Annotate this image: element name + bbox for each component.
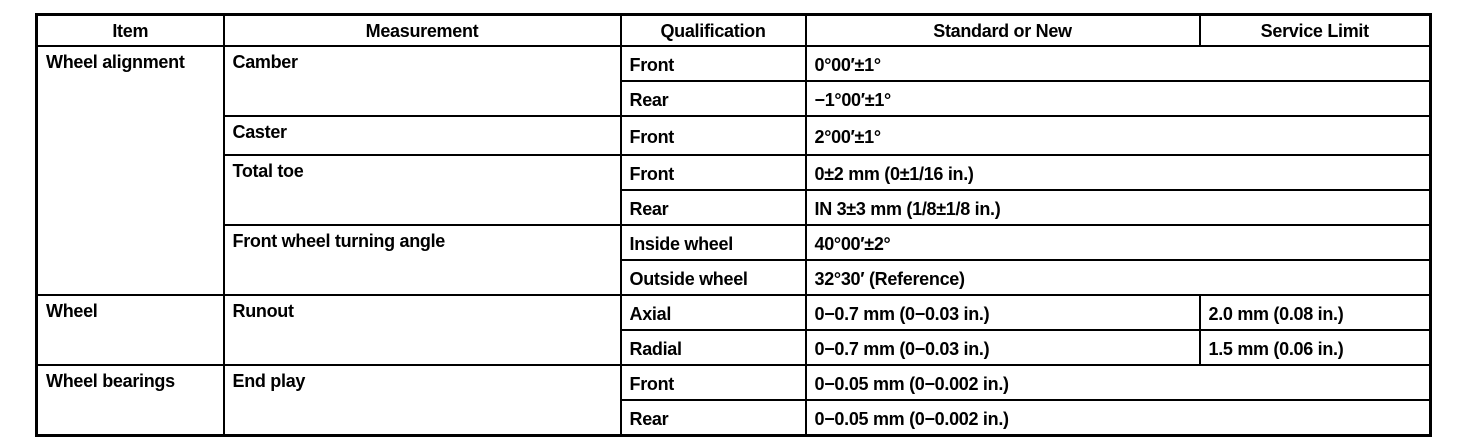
measurement-end-play: End play bbox=[224, 365, 621, 436]
specification-table bbox=[35, 13, 1432, 437]
item-wheel-alignment: Wheel alignment bbox=[37, 46, 224, 295]
qualification-cell: Outside wheel bbox=[621, 260, 806, 295]
table-row bbox=[37, 46, 1431, 81]
table-row bbox=[37, 155, 1431, 190]
standard-value-cell: 2°00′±1° bbox=[806, 116, 1431, 155]
standard-value-cell: 0−0.7 mm (0−0.03 in.) bbox=[806, 330, 1200, 365]
qualification-cell: Front bbox=[621, 46, 806, 81]
qualification-cell: Rear bbox=[621, 400, 806, 436]
qualification-cell: Axial bbox=[621, 295, 806, 330]
qualification-cell: Rear bbox=[621, 190, 806, 225]
header-row bbox=[37, 15, 1431, 47]
measurement-caster: Caster bbox=[224, 116, 621, 155]
standard-value-cell: 0−0.05 mm (0−0.002 in.) bbox=[806, 365, 1431, 400]
measurement-front-wheel-turning-angle: Front wheel turning angle bbox=[224, 225, 621, 295]
service-limit-cell: 2.0 mm (0.08 in.) bbox=[1200, 295, 1431, 330]
measurement-total-toe: Total toe bbox=[224, 155, 621, 225]
table-row bbox=[37, 295, 1431, 330]
item-wheel-bearings: Wheel bearings bbox=[37, 365, 224, 436]
standard-value-cell: −1°00′±1° bbox=[806, 81, 1431, 116]
table-row bbox=[37, 365, 1431, 400]
standard-value-cell: 40°00′±2° bbox=[806, 225, 1431, 260]
measurement-runout: Runout bbox=[224, 295, 621, 365]
qualification-cell: Front bbox=[621, 365, 806, 400]
standard-value-cell: 0−0.05 mm (0−0.002 in.) bbox=[806, 400, 1431, 436]
standard-value-cell: 0±2 mm (0±1/16 in.) bbox=[806, 155, 1431, 190]
header-item: Item bbox=[37, 15, 224, 47]
table-row bbox=[37, 116, 1431, 155]
standard-value-cell: 32°30′ (Reference) bbox=[806, 260, 1431, 295]
header-qualification: Qualification bbox=[621, 15, 806, 47]
item-wheel: Wheel bbox=[37, 295, 224, 365]
standard-value-cell: IN 3±3 mm (1/8±1/8 in.) bbox=[806, 190, 1431, 225]
qualification-cell: Rear bbox=[621, 81, 806, 116]
measurement-camber: Camber bbox=[224, 46, 621, 116]
header-measurement: Measurement bbox=[224, 15, 621, 47]
header-service-limit: Service Limit bbox=[1200, 15, 1431, 47]
service-limit-cell: 1.5 mm (0.06 in.) bbox=[1200, 330, 1431, 365]
standard-value-cell: 0−0.7 mm (0−0.03 in.) bbox=[806, 295, 1200, 330]
qualification-cell: Inside wheel bbox=[621, 225, 806, 260]
header-standard-or-new: Standard or New bbox=[806, 15, 1200, 47]
qualification-cell: Radial bbox=[621, 330, 806, 365]
table-row bbox=[37, 225, 1431, 260]
qualification-cell: Front bbox=[621, 116, 806, 155]
qualification-cell: Front bbox=[621, 155, 806, 190]
standard-value-cell: 0°00′±1° bbox=[806, 46, 1431, 81]
